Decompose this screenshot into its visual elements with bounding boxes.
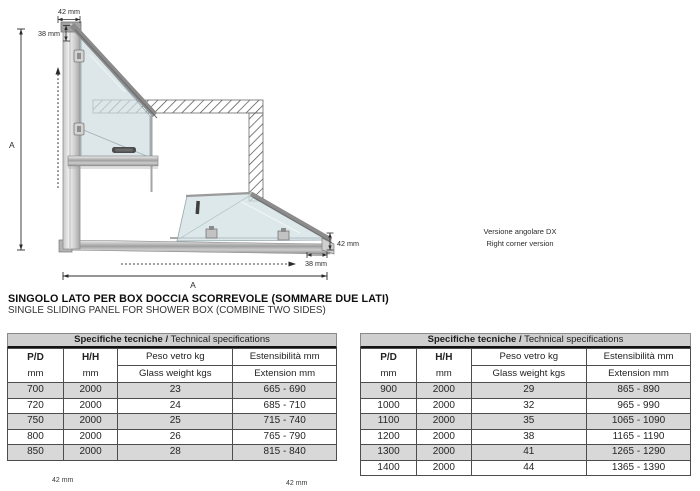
column-header-extension: Estensibilità mm Extension mm: [587, 349, 691, 383]
header-normal: Technical specifications: [168, 334, 270, 345]
table-cell: 1000: [361, 398, 417, 414]
spec-table-right: [360, 333, 691, 476]
table-cell: 900: [361, 383, 417, 399]
table-row: [361, 460, 691, 476]
table-cell: 2000: [63, 383, 117, 399]
cropped-dim-label: 42 mm: [286, 480, 308, 487]
travel-arrow-vertical: [56, 67, 61, 188]
header-normal: Technical specifications: [521, 334, 624, 345]
table-cell: 2000: [417, 383, 471, 399]
header-bold: Specifiche tecniche /: [74, 334, 169, 345]
table-cell: 2000: [63, 445, 117, 461]
svg-text:42 mm: 42 mm: [58, 7, 80, 16]
table-cell: 685 - 710: [233, 398, 337, 414]
table-cell: 850: [8, 445, 64, 461]
table-cell: 44: [471, 460, 587, 476]
svg-text:A: A: [9, 140, 15, 150]
table-cell: 765 - 790: [233, 429, 337, 445]
spec-table-left: [7, 333, 337, 461]
svg-text:38 mm: 38 mm: [305, 259, 327, 268]
table-row: [361, 429, 691, 445]
table-header-band: [7, 333, 337, 348]
table-cell: 2000: [417, 445, 471, 461]
column-header-pd: P/D mm: [361, 349, 417, 383]
table-cell: 25: [118, 414, 233, 430]
table-cell: 38: [471, 429, 587, 445]
travel-arrow-horizontal: [121, 262, 296, 267]
table-row: [8, 429, 337, 445]
column-header-weight: Peso vetro kg Glass weight kgs: [471, 349, 587, 383]
upper-glass-panel: [68, 24, 158, 193]
table-cell: 2000: [417, 398, 471, 414]
column-header-hh: H/H mm: [417, 349, 471, 383]
table-cell: 715 - 740: [233, 414, 337, 430]
technical-drawing: [0, 0, 580, 290]
table-cell: 1265 - 1290: [587, 445, 691, 461]
table-row: [361, 398, 691, 414]
dimension-width-A: [63, 272, 327, 290]
table-cell: 29: [471, 383, 587, 399]
column-header-row: [361, 349, 691, 383]
column-header-row: [8, 349, 337, 383]
table-row: [8, 445, 337, 461]
table-cell: 815 - 840: [233, 445, 337, 461]
table-row: [361, 383, 691, 399]
table-cell: 26: [118, 429, 233, 445]
table-cell: 2000: [417, 460, 471, 476]
section-title: [8, 293, 389, 317]
table-cell: 800: [8, 429, 64, 445]
svg-text:42 mm: 42 mm: [337, 239, 359, 248]
shower-box-diagram: [0, 0, 580, 290]
column-header-weight: Peso vetro kg Glass weight kgs: [118, 349, 233, 383]
table-cell: 1400: [361, 460, 417, 476]
dimension-38-bottom: [305, 252, 327, 268]
table-cell: 1165 - 1190: [587, 429, 691, 445]
table-cell: 1365 - 1390: [587, 460, 691, 476]
table-cell: 1200: [361, 429, 417, 445]
table-cell: 965 - 990: [587, 398, 691, 414]
hinge: [74, 50, 84, 62]
version-caption: [484, 227, 557, 248]
title-english: SINGLE SLIDING PANEL FOR SHOWER BOX (COMBINE TWO SIDES): [8, 305, 326, 316]
table-cell: 750: [8, 414, 64, 430]
table-cell: 665 - 690: [233, 383, 337, 399]
header-bold: Specifiche tecniche /: [427, 334, 522, 345]
table-cell: 2000: [63, 414, 117, 430]
table-cell: 41: [471, 445, 587, 461]
svg-text:Versione angolare DX: Versione angolare DX: [483, 227, 557, 236]
table-cell: 1065 - 1090: [587, 414, 691, 430]
bottom-rail: [68, 156, 158, 166]
cropped-dim-label: 42 mm: [52, 477, 74, 484]
svg-text:A: A: [190, 280, 196, 290]
dimension-height-A: [9, 29, 25, 250]
table-cell: 35: [471, 414, 587, 430]
table-cell: 720: [8, 398, 64, 414]
svg-text:38 mm: 38 mm: [38, 29, 60, 38]
dimension-42-top: [58, 7, 80, 23]
title-italian: SINGOLO LATO PER BOX DOCCIA SCORREVOLE (SOMMARE DUE LATI): [8, 293, 389, 305]
table-row: [361, 414, 691, 430]
column-header-pd: P/D mm: [8, 349, 64, 383]
svg-text:Right corner version: Right corner version: [486, 239, 554, 248]
table-row: [8, 398, 337, 414]
table-row: [8, 414, 337, 430]
column-header-hh: H/H mm: [63, 349, 117, 383]
hinge: [74, 123, 84, 135]
table-cell: 1100: [361, 414, 417, 430]
table-row: [361, 445, 691, 461]
table-cell: 2000: [417, 414, 471, 430]
table-row: [8, 383, 337, 399]
table-cell: 2000: [63, 429, 117, 445]
table-cell: 2000: [417, 429, 471, 445]
table-cell: 24: [118, 398, 233, 414]
table-cell: 1300: [361, 445, 417, 461]
table-cell: 23: [118, 383, 233, 399]
table-cell: 865 - 890: [587, 383, 691, 399]
table-cell: 700: [8, 383, 64, 399]
table-cell: 32: [471, 398, 587, 414]
table-cell: 2000: [63, 398, 117, 414]
column-header-extension: Estensibilità mm Extension mm: [233, 349, 337, 383]
table-cell: 28: [118, 445, 233, 461]
table-header-band: [360, 333, 691, 348]
